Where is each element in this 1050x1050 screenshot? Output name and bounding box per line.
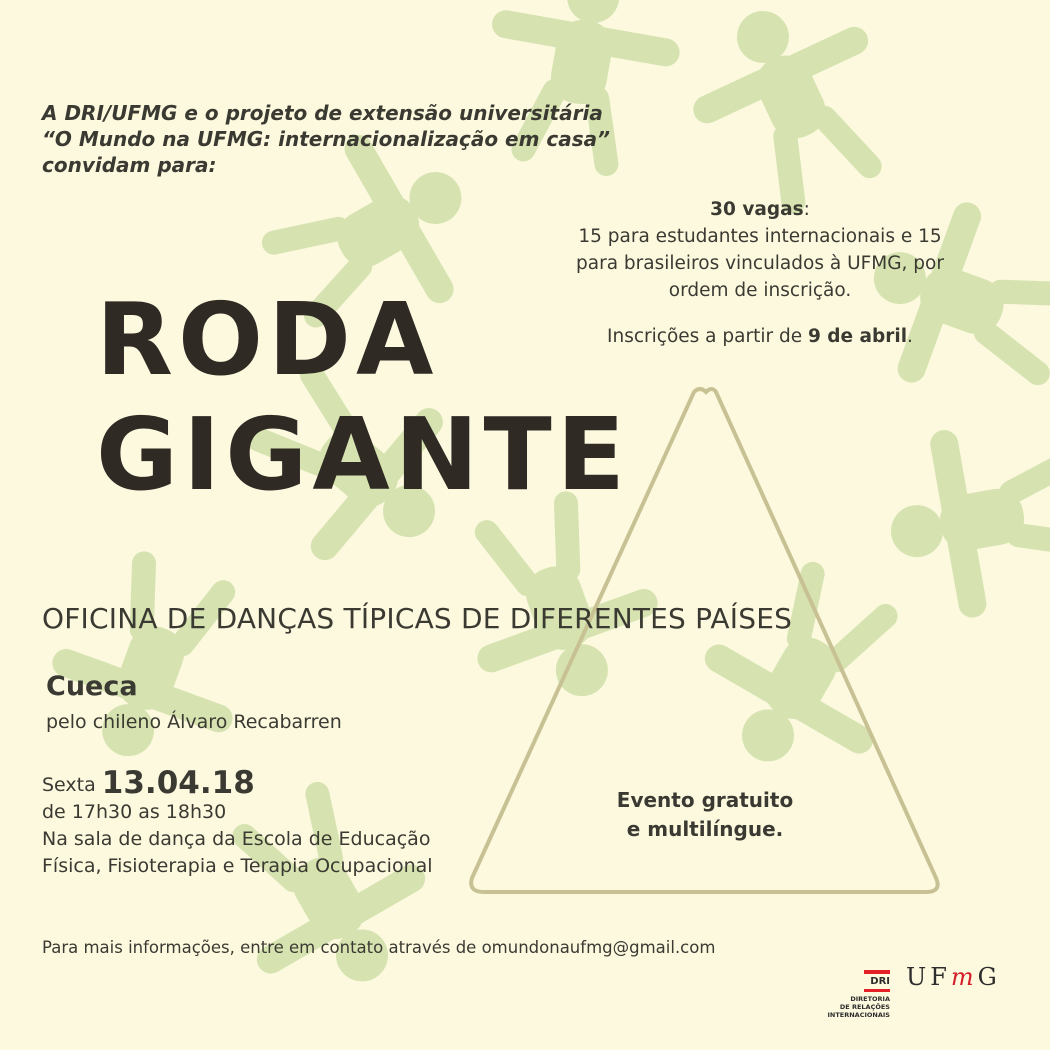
dance-name: Cueca — [46, 671, 138, 702]
schedule-time: de 17h30 as 18h30 — [42, 801, 227, 823]
vacancies-line: para brasileiros vinculados à UFMG, por — [576, 253, 944, 274]
ufmg-logo — [906, 963, 1001, 991]
contact-info: Para mais informações, entre em contato através de omundonaufmg@gmail.com — [42, 938, 716, 957]
free-event-line: e multilíngue. — [626, 817, 784, 841]
schedule-place: Física, Fisioterapia e Terapia Ocupacional — [42, 855, 433, 877]
dance-teacher: pelo chileno Álvaro Recabarren — [46, 711, 342, 733]
vacancies-colon: : — [803, 199, 810, 220]
ufmg-logo-g: G — [977, 963, 1001, 991]
dri-logo-bar — [864, 989, 890, 992]
vacancies-line: ordem de inscrição. — [668, 280, 852, 301]
ufmg-logo-m: m — [950, 963, 978, 991]
schedule-place: Na sala de dança da Escola de Educação — [42, 828, 431, 850]
registration-suffix: . — [907, 326, 913, 347]
schedule-date: 13.04.18 — [101, 765, 255, 801]
intro-line: “O Mundo na UFMG: internacionalização em casa” — [42, 127, 611, 151]
dri-logo-bar — [864, 970, 890, 974]
registration-date: 9 de abril — [807, 326, 908, 347]
vacancies-heading — [545, 196, 975, 223]
free-event-line: Evento gratuito — [616, 788, 794, 812]
vacancies-count: 30 vagas — [710, 199, 804, 220]
dri-abbr: DRI — [870, 976, 890, 987]
intro-line: convidam para: — [42, 153, 217, 177]
event-title — [96, 282, 630, 512]
title-line-2: GIGANTE — [96, 396, 630, 513]
registration-prefix: Inscrições a partir de — [607, 326, 808, 347]
dri-logo — [820, 970, 890, 1019]
schedule-date-line — [42, 765, 433, 801]
schedule — [42, 765, 433, 880]
title-line-1: RODA — [96, 281, 439, 398]
dri-name-line: INTERNACIONAIS — [827, 1011, 890, 1019]
dri-name-line: DE RELAÇÕES — [839, 1003, 890, 1011]
vacancies-line: 15 para estudantes internacionais e 15 — [578, 226, 942, 247]
intro-line: A DRI/UFMG e o projeto de extensão universitária — [42, 101, 603, 125]
ufmg-logo-uf: UF — [906, 963, 951, 991]
intro-text — [42, 100, 662, 178]
schedule-day: Sexta — [42, 774, 102, 796]
dri-name-line: DIRETORIA — [850, 995, 890, 1003]
free-event-note — [585, 786, 825, 844]
event-subtitle: OFICINA DE DANÇAS TÍPICAS DE DIFERENTES PAÍSES — [42, 602, 793, 635]
